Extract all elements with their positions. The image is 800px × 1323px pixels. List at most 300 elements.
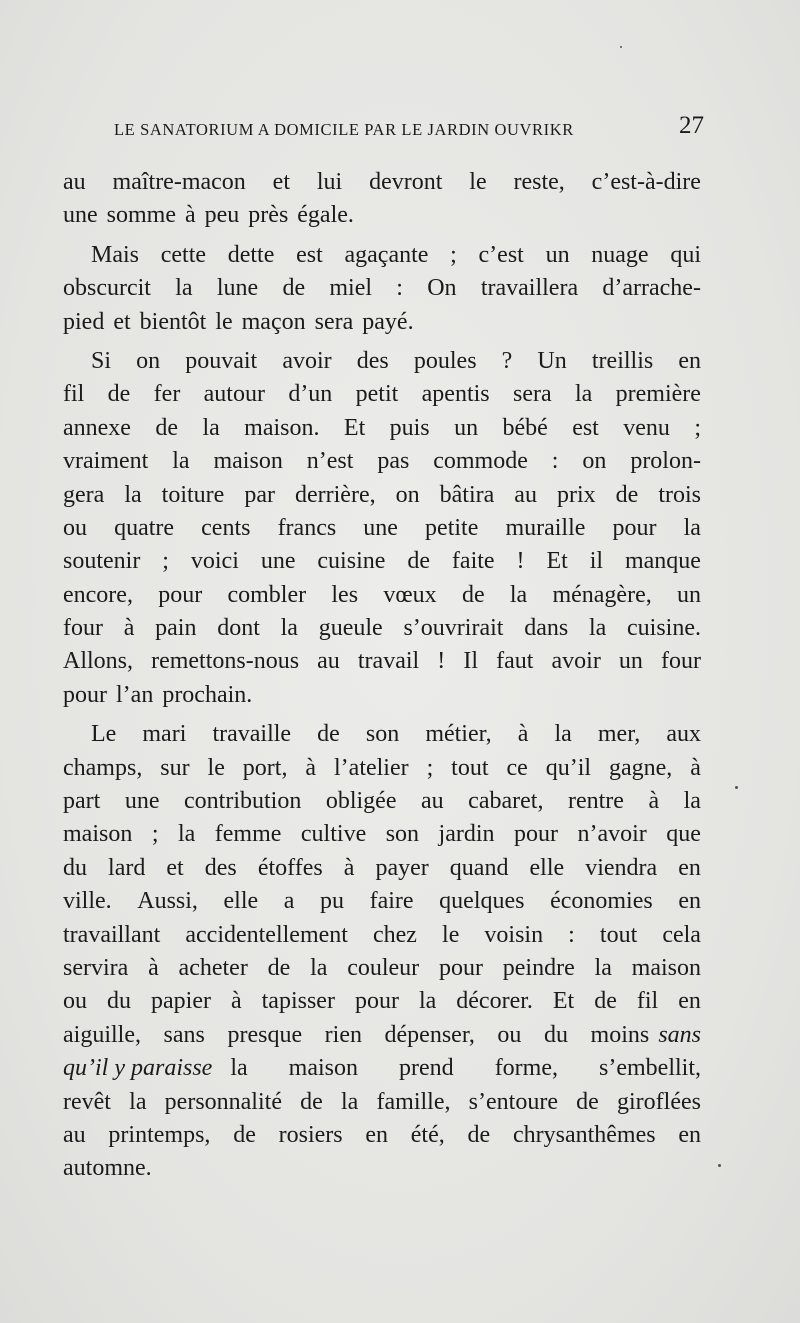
word: maître-macon <box>112 169 246 195</box>
word: prochain. <box>162 681 253 708</box>
word: étoffes <box>257 854 323 881</box>
word: maison <box>288 1055 358 1082</box>
word: de <box>155 414 179 441</box>
text-line <box>63 885 701 918</box>
word: au <box>63 169 86 195</box>
word: de <box>282 275 306 302</box>
word: pour <box>438 954 483 981</box>
word: au <box>421 788 444 815</box>
word: il <box>589 548 604 575</box>
word: femme <box>214 821 282 848</box>
word: On <box>427 275 457 302</box>
word: à <box>148 954 159 981</box>
text-line <box>63 1152 701 1185</box>
word: four <box>660 648 701 675</box>
word: payer <box>375 854 429 881</box>
word: un <box>677 581 701 608</box>
word: été, <box>410 1121 445 1148</box>
print-speck <box>620 46 622 48</box>
word: aux <box>666 721 701 748</box>
word: travaillant <box>63 921 161 948</box>
word: rosiers <box>278 1121 343 1148</box>
word: au <box>514 481 537 508</box>
word: son <box>385 821 420 848</box>
word: dépenser, <box>384 1021 475 1048</box>
text-line <box>63 345 701 378</box>
word: dans <box>524 615 569 642</box>
word: lard <box>108 854 146 881</box>
word: soutenir <box>63 548 141 575</box>
word: maçon <box>241 308 306 335</box>
word: à <box>648 788 660 815</box>
word: pu <box>320 888 345 915</box>
word: Allons, <box>63 648 134 675</box>
text-line <box>63 1086 701 1119</box>
word: toiture <box>161 481 225 508</box>
word: de <box>107 381 131 408</box>
word: peindre <box>502 954 575 981</box>
word: remettons-nous <box>151 648 300 675</box>
word: somme <box>106 202 176 229</box>
word: ; <box>151 821 159 848</box>
word: prend <box>399 1055 454 1082</box>
word: en <box>678 854 701 881</box>
text-line <box>63 378 701 411</box>
word: part <box>63 788 101 815</box>
word: chrysanthêmes <box>512 1121 656 1148</box>
text-line <box>63 306 701 339</box>
word: en <box>678 1121 701 1148</box>
word: ; <box>450 241 457 268</box>
word: et <box>272 169 290 195</box>
word: pour <box>612 514 657 541</box>
word: vœux <box>383 581 437 608</box>
word: les <box>331 581 359 608</box>
word: au <box>317 648 340 675</box>
word: obligée <box>325 788 397 815</box>
word: la <box>310 954 328 981</box>
word: papier <box>151 988 211 1015</box>
word: gagne, <box>608 754 673 781</box>
word: cela <box>662 921 701 948</box>
word: une <box>124 788 160 815</box>
text-line <box>63 1019 701 1052</box>
text-line <box>63 952 701 985</box>
word: elle <box>223 888 259 915</box>
word: accidentellement <box>185 921 348 948</box>
word: poules <box>413 347 477 374</box>
text-line <box>63 272 701 305</box>
word: viendra <box>585 854 658 881</box>
word: s’entoure <box>468 1088 558 1115</box>
paragraph-2 <box>63 239 701 339</box>
word: un <box>454 414 479 441</box>
word: Si <box>91 347 112 374</box>
word: faite <box>451 548 495 575</box>
running-head <box>114 112 704 146</box>
word: ! <box>437 648 446 675</box>
word: jardin <box>438 821 495 848</box>
line-text <box>230 1052 701 1085</box>
word: de <box>594 988 617 1015</box>
word: mari <box>142 721 187 748</box>
text-line <box>63 985 701 1018</box>
paragraph-4 <box>63 718 701 1185</box>
word: avoir <box>551 648 601 675</box>
word: maison <box>213 448 283 475</box>
word: giroflées <box>617 1088 701 1115</box>
word: prolon- <box>630 448 701 475</box>
word: port, <box>242 754 288 781</box>
word: ! <box>516 548 525 575</box>
word: reste, <box>513 169 565 195</box>
word: Et <box>546 548 568 575</box>
word: la <box>554 721 572 748</box>
word: four <box>63 615 103 642</box>
word: de <box>300 1088 323 1115</box>
word: devront <box>369 169 443 195</box>
word: couleur <box>347 954 420 981</box>
text-line <box>63 679 701 712</box>
word: des <box>204 854 237 881</box>
text-line <box>63 818 701 851</box>
word: la <box>594 954 612 981</box>
text-line <box>63 479 701 512</box>
word: égale. <box>297 202 354 229</box>
word: payé. <box>362 308 414 335</box>
word: à <box>305 754 317 781</box>
word: faut <box>496 648 534 675</box>
word: la <box>280 615 298 642</box>
word: miel <box>329 275 373 302</box>
word: francs <box>277 514 337 541</box>
word: la <box>177 821 196 848</box>
word: pain <box>155 615 197 642</box>
text-line <box>63 545 701 578</box>
word: cents <box>201 514 251 541</box>
word: pour <box>354 988 399 1015</box>
word: ou <box>63 988 87 1015</box>
word: première <box>615 381 701 408</box>
text-line <box>63 512 701 545</box>
word: maison <box>631 954 701 981</box>
word: son <box>365 721 400 748</box>
word: près <box>248 202 289 229</box>
word: puis <box>389 414 430 441</box>
word: petite <box>425 514 479 541</box>
word: du <box>543 1021 568 1048</box>
word: sur <box>160 754 190 781</box>
text-line <box>63 852 701 885</box>
word: la <box>129 1088 147 1115</box>
word: moins <box>590 1021 650 1048</box>
paragraph-1 <box>63 166 701 233</box>
word: pour <box>63 681 107 708</box>
word: Un <box>537 347 567 374</box>
word: ce <box>506 754 528 781</box>
word: de <box>615 481 639 508</box>
print-speck <box>735 786 738 789</box>
word: décorer. <box>456 988 533 1015</box>
word: Et <box>552 988 575 1015</box>
word: pour <box>158 581 203 608</box>
word: la <box>574 381 593 408</box>
word: de <box>233 1121 256 1148</box>
word: à <box>343 854 355 881</box>
text-line <box>63 1119 701 1152</box>
word: la <box>509 581 528 608</box>
word: une <box>260 548 296 575</box>
word: peu <box>204 202 240 229</box>
word: agaçante <box>344 241 429 268</box>
word: Et <box>343 414 366 441</box>
text-line <box>63 612 701 645</box>
line-text <box>63 1019 649 1052</box>
italic-phrase: qu’il y paraisse <box>63 1055 213 1082</box>
word: n’avoir <box>577 821 647 848</box>
word: famille, <box>376 1088 451 1115</box>
word: on <box>582 448 607 475</box>
word: économies <box>550 888 653 915</box>
word: la <box>683 788 701 815</box>
word: fil <box>636 988 659 1015</box>
word: c’est-à-dire <box>591 169 701 195</box>
word: contribution <box>184 788 302 815</box>
word: nuage <box>591 241 649 268</box>
word: cabaret, <box>468 788 544 815</box>
word: gera <box>63 481 105 508</box>
word: à <box>123 615 135 642</box>
word: cuisine. <box>627 615 701 642</box>
body-text <box>63 166 701 1186</box>
word: ; <box>162 548 169 575</box>
word: pouvait <box>185 347 258 374</box>
text-line <box>63 645 701 678</box>
word: qui <box>670 241 701 268</box>
word: avoir <box>282 347 332 374</box>
word: en <box>678 888 701 915</box>
word: de <box>407 548 430 575</box>
word: ou <box>497 1021 522 1048</box>
word: la <box>172 448 190 475</box>
word: automne. <box>63 1155 152 1182</box>
word: servira <box>63 954 129 981</box>
text-line <box>63 579 701 612</box>
word: d’un <box>288 381 333 408</box>
word: faire <box>369 888 414 915</box>
page-number: 27 <box>679 112 704 139</box>
word: maison <box>63 821 133 848</box>
word: le <box>215 308 233 335</box>
word: rentre <box>567 788 624 815</box>
text-line <box>63 919 701 952</box>
word: derrière, <box>295 481 376 508</box>
word: bébé <box>502 414 548 441</box>
word: qu’il <box>545 754 592 781</box>
word: gueule <box>318 615 383 642</box>
word: ? <box>501 347 513 374</box>
word: le <box>442 921 460 948</box>
word: on <box>395 481 420 508</box>
word: vraiment <box>63 448 149 475</box>
word: la <box>341 1088 359 1115</box>
word: rien <box>324 1021 362 1048</box>
word: tout <box>451 754 489 781</box>
word: ménagère, <box>552 581 652 608</box>
word: apentis <box>421 381 490 408</box>
word: fil <box>63 381 85 408</box>
word: en <box>365 1121 389 1148</box>
word: quand <box>449 854 509 881</box>
word: à <box>517 721 529 748</box>
word: dont <box>217 615 260 642</box>
word: de <box>576 1088 599 1115</box>
word: champs, <box>63 754 143 781</box>
text-line <box>63 1052 701 1085</box>
word: presque <box>227 1021 303 1048</box>
word: en <box>678 988 701 1015</box>
word: ; <box>694 414 701 441</box>
word: tapisser <box>261 988 335 1015</box>
word: des <box>356 347 389 374</box>
word: autour <box>203 381 265 408</box>
word: pas <box>377 448 410 475</box>
word: Il <box>463 648 479 675</box>
word: : <box>568 921 575 948</box>
paragraph-3 <box>63 345 701 712</box>
word: la <box>124 481 142 508</box>
word: combler <box>227 581 307 608</box>
word: trois <box>658 481 701 508</box>
word: voisin <box>484 921 544 948</box>
word: s’embellit, <box>599 1055 701 1082</box>
word: venu <box>623 414 670 441</box>
word: forme, <box>494 1055 558 1082</box>
word: sera <box>314 308 354 335</box>
word: : <box>551 448 559 475</box>
word: par <box>244 481 275 508</box>
word: tout <box>599 921 638 948</box>
word: la <box>418 988 437 1015</box>
text-line <box>63 239 701 272</box>
text-line <box>63 199 701 232</box>
word: obscurcit <box>63 275 151 302</box>
word: et <box>113 308 131 335</box>
italic-phrase: sans <box>658 1021 701 1048</box>
word: cette <box>160 241 207 268</box>
word: métier, <box>425 721 492 748</box>
word: ville. <box>63 888 112 915</box>
word: de <box>467 1121 491 1148</box>
word: lune <box>216 275 259 302</box>
word: un <box>545 241 570 268</box>
word: petit <box>355 381 399 408</box>
word: maison. <box>244 414 320 441</box>
word: Le <box>91 721 117 748</box>
text-line <box>63 718 701 751</box>
word: du <box>107 988 131 1015</box>
word: Mais <box>91 241 139 268</box>
running-title: LE SANATORIUM A DOMICILE PAR LE JARDIN OUVRIKR <box>114 120 574 139</box>
word: la <box>175 275 193 302</box>
word: : <box>396 275 403 302</box>
word: manque <box>624 548 701 575</box>
word: d’arrache- <box>602 275 701 302</box>
word: le <box>469 169 487 195</box>
word: aiguille, <box>63 1021 141 1048</box>
word: est <box>572 414 599 441</box>
word: la <box>683 514 701 541</box>
word: la <box>588 615 607 642</box>
word: fer <box>153 381 181 408</box>
text-line <box>63 752 701 785</box>
word: travaillera <box>480 275 579 302</box>
word: treillis <box>591 347 654 374</box>
word: muraille <box>505 514 586 541</box>
word: un <box>618 648 643 675</box>
word: quelques <box>439 888 525 915</box>
word: sera <box>512 381 552 408</box>
word: voici <box>190 548 239 575</box>
word: en <box>678 347 701 374</box>
word: prix <box>556 481 596 508</box>
word: une <box>63 202 98 229</box>
word: pour <box>514 821 558 848</box>
word: s’ouvrirait <box>403 615 504 642</box>
word: dette <box>227 241 275 268</box>
word: Aussi, <box>137 888 198 915</box>
word: travaille <box>212 721 292 748</box>
word: à <box>184 202 196 229</box>
word: du <box>63 854 87 881</box>
word: cultive <box>300 821 367 848</box>
word: revêt <box>63 1088 111 1115</box>
word: quatre <box>114 514 175 541</box>
word: de <box>461 581 485 608</box>
word: annexe <box>63 414 131 441</box>
word: chez <box>373 921 417 948</box>
word: de <box>317 721 340 748</box>
word: c’est <box>478 241 524 268</box>
word: l’atelier <box>334 754 409 781</box>
word: mer, <box>597 721 641 748</box>
word: encore, <box>63 581 133 608</box>
word: travail <box>357 648 420 675</box>
word: est <box>296 241 323 268</box>
word: la <box>230 1055 248 1082</box>
word: printemps, <box>108 1121 211 1148</box>
word: a <box>283 888 295 915</box>
word: au <box>63 1121 86 1148</box>
text-line <box>63 166 701 199</box>
word: le <box>207 754 225 781</box>
text-line <box>63 785 701 818</box>
word: et <box>166 854 184 881</box>
text-line <box>63 412 701 445</box>
word: la <box>202 414 220 441</box>
word: pied <box>63 308 105 335</box>
word: bientôt <box>139 308 207 335</box>
word: de <box>267 954 291 981</box>
word: l’an <box>116 681 154 708</box>
word: sans <box>163 1021 205 1048</box>
word: à <box>690 754 701 781</box>
word: que <box>666 821 701 848</box>
word: commode <box>433 448 528 475</box>
word: à <box>230 988 242 1015</box>
word: elle <box>529 854 565 881</box>
word: cuisine <box>317 548 386 575</box>
